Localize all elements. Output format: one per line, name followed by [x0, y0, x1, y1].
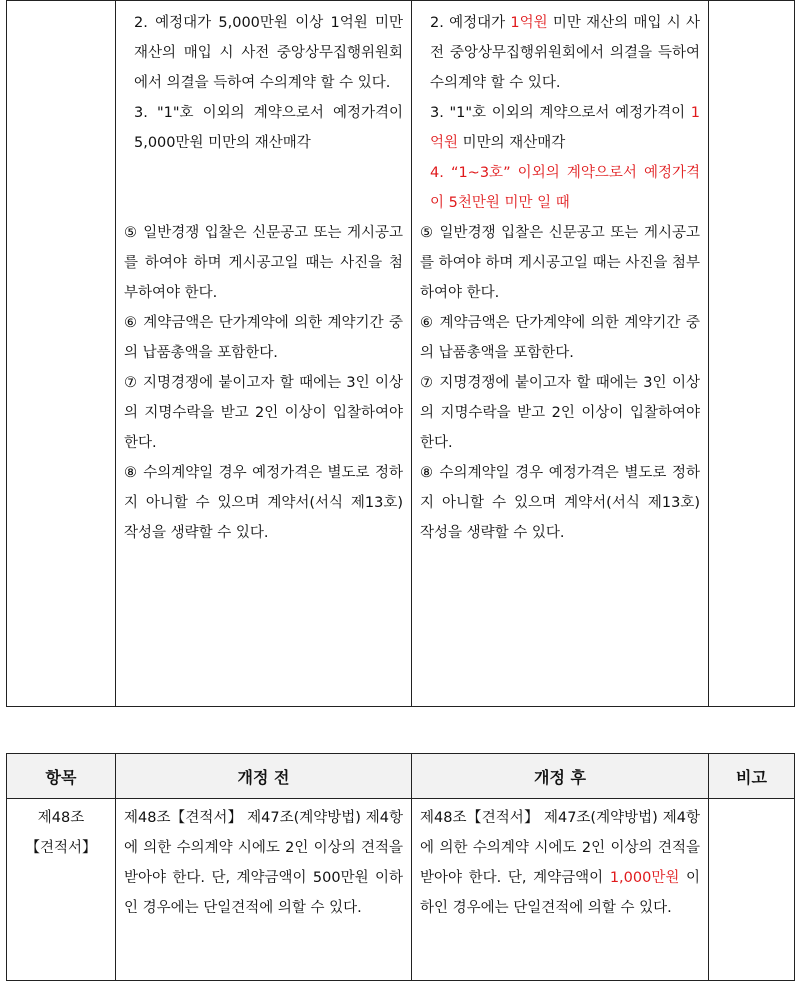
before-cell	[116, 1, 412, 707]
table-row	[7, 799, 795, 981]
before-item-3: 3. "1"호 이외의 계약으로서 예정가격이 5,000만원 미만의 재산매각	[134, 105, 403, 151]
after-item-2: 2. 예정대가 1억원 미만 재산의 매입 시 사전 중앙상무집행위원회에서 의결을 득하여 수의계약 할 수 있다.	[430, 15, 700, 91]
header-item: 항목	[7, 754, 116, 799]
note-cell	[709, 1, 795, 707]
before-paragraph-5: ⑤ 일반경쟁 입찰은 신문공고 또는 게시공고를 하여야 하며 게시공고일 때는 사진을 첨부하여야 한다.	[124, 225, 403, 301]
header-before: 개정 전	[116, 754, 412, 799]
after-cell	[412, 799, 709, 981]
before-paragraph-6: ⑥ 계약금액은 단가계약에 의한 계약기간 중의 납품총액을 포함한다.	[124, 315, 403, 361]
changed-amount: 1억원	[430, 105, 700, 151]
changed-amount: 1억원	[510, 15, 548, 31]
after-cell	[412, 1, 709, 707]
header-note: 비고	[709, 754, 795, 799]
amendment-table	[6, 753, 795, 981]
before-text: 제48조【견적서】 제47조(계약방법) 제4항에 의한 수의계약 시에도 2인 이상의 견적을 받아야 한다. 단, 계약금액이 500만원 이하인 경우에는 단일견적에 의할 수 있다.	[124, 810, 403, 916]
after-paragraph-7: ⑦ 지명경쟁에 붙이고자 할 때에는 3인 이상의 지명수락을 받고 2인 이상이 입찰하여야 한다.	[420, 375, 700, 451]
before-paragraph-8: ⑧ 수의계약일 경우 예정가격은 별도로 정하지 아니할 수 있으며 계약서(서식 제13호) 작성을 생략할 수 있다.	[124, 465, 403, 541]
after-paragraph-6: ⑥ 계약금액은 단가계약에 의한 계약기간 중의 납품총액을 포함한다.	[420, 315, 700, 361]
amendment-table-continued	[6, 0, 795, 707]
article-title: 【견적서】	[25, 840, 97, 856]
article-number: 제48조	[37, 810, 85, 826]
header-after: 개정 후	[412, 754, 709, 799]
after-paragraph-5: ⑤ 일반경쟁 입찰은 신문공고 또는 게시공고를 하여야 하며 게시공고일 때는 사진을 첨부하여야 한다.	[420, 225, 700, 301]
item-cell	[7, 799, 116, 981]
changed-amount: 1,000만원	[609, 870, 680, 886]
note-cell	[709, 799, 795, 981]
before-cell	[116, 799, 412, 981]
before-item-2: 2. 예정대가 5,000만원 이상 1억원 미만 재산의 매입 시 사전 중앙상무집행위원회에서 의결을 득하여 수의계약 할 수 있다.	[134, 15, 403, 91]
before-paragraph-7: ⑦ 지명경쟁에 붙이고자 할 때에는 3인 이상의 지명수락을 받고 2인 이상이 입찰하여야 한다.	[124, 375, 403, 451]
item-cell-empty	[7, 1, 116, 707]
after-item-3: 3. "1"호 이외의 계약으로서 예정가격이 1억원 미만의 재산매각	[430, 105, 700, 151]
after-text: 제48조【견적서】 제47조(계약방법) 제4항에 의한 수의계약 시에도 2인 이상의 견적을 받아야 한다. 단, 계약금액이 1,000만원 이하인 경우에는 단일견적에 의할 수 있다.	[420, 810, 700, 916]
after-item-4-new: 4. “1~3호” 이외의 계약으로서 예정가격이 5천만원 미만 일 때	[430, 165, 700, 211]
after-paragraph-8: ⑧ 수의계약일 경우 예정가격은 별도로 정하지 아니할 수 있으며 계약서(서식 제13호) 작성을 생략할 수 있다.	[420, 465, 700, 541]
